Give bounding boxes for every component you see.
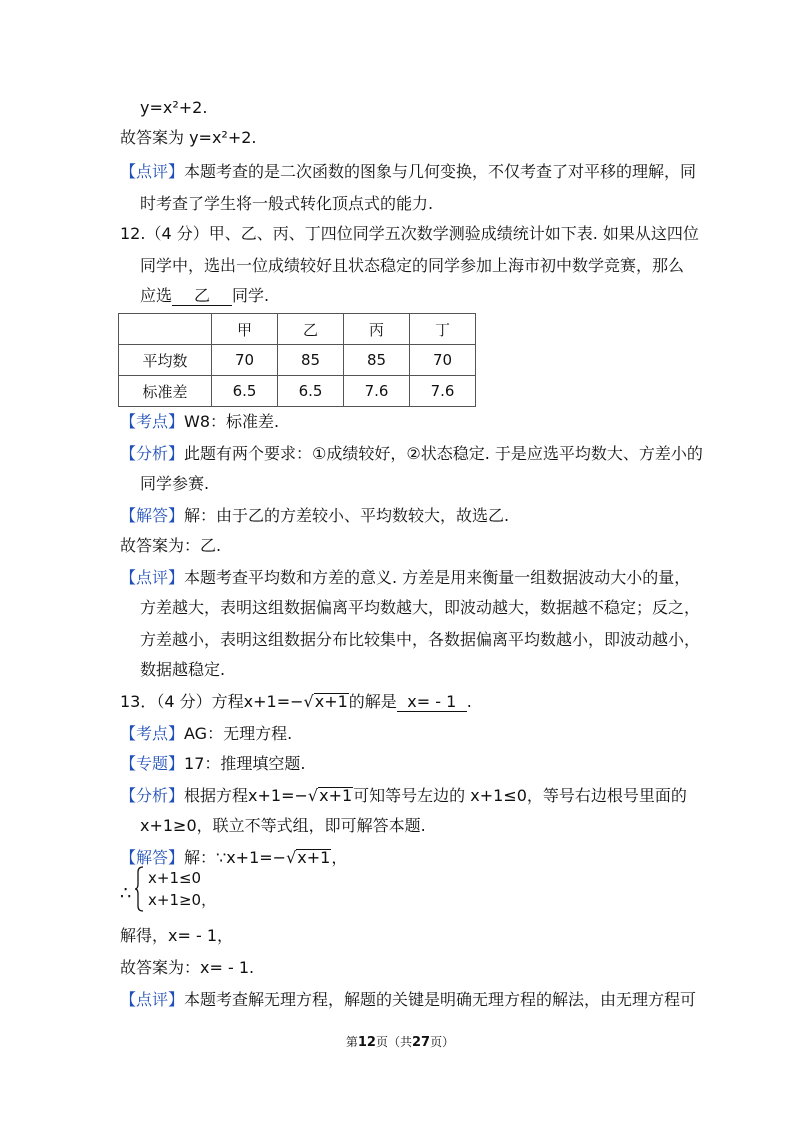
- answer-line: 故答案为：x= - 1.: [120, 958, 255, 977]
- radicand: x+1: [319, 786, 353, 805]
- text: 页）: [430, 1035, 455, 1049]
- text: 本题考查平均数和方差的意义. 方差是用来衡量一组数据波动大小的量，: [184, 568, 691, 587]
- answer-line: 故答案为：乙.: [120, 536, 222, 555]
- table-cell: 85: [344, 345, 410, 376]
- section-tag: 【解答】: [120, 506, 185, 525]
- section-tag: 【专题】: [120, 754, 185, 773]
- section-tag: 【点评】: [120, 990, 185, 1009]
- jieda-line: [120, 846, 347, 870]
- text: 13．（4 分）方程: [120, 692, 244, 711]
- text-line: 解得，x= - 1，: [120, 926, 234, 945]
- section-tag: 【考点】: [120, 724, 185, 743]
- text: ，: [201, 891, 217, 909]
- sqrt-icon: √x+1: [303, 692, 348, 711]
- question-12-line-2: 同学中，选出一位成绩较好且状态稳定的同学参加上海市初中数学竞赛，那么: [140, 256, 685, 275]
- sqrt-icon: √x+1: [286, 848, 331, 867]
- table-cell: 7.6: [344, 376, 410, 407]
- question-12-line-1: 12.（4 分）甲、乙、丙、丁四位同学五次数学测验成绩统计如下表. 如果从这四位: [120, 224, 699, 243]
- text: 第: [345, 1035, 358, 1049]
- text: 同学.: [232, 286, 270, 305]
- table-row: [119, 376, 476, 407]
- kaodian-line: [120, 722, 292, 746]
- radicand: x+1: [314, 692, 348, 711]
- fenxi-line: [120, 442, 703, 466]
- text-line: 时考查了学生将一般式转化顶点式的能力.: [140, 194, 434, 213]
- table-cell: 6.5: [278, 376, 344, 407]
- table-cell: 标准差: [119, 376, 212, 407]
- text-line: x+1≥0，联立不等式组，即可解答本题.: [140, 816, 426, 835]
- table-cell: 6.5: [212, 376, 278, 407]
- sqrt-icon: √x+1: [307, 786, 353, 805]
- text-line: 方差越大，表明这组数据偏离平均数越大，即波动越大，数据越不稳定；反之，: [140, 598, 701, 617]
- jieda-line: [120, 504, 509, 528]
- answer-blank: 乙: [172, 287, 232, 306]
- table-cell: 甲: [212, 314, 278, 345]
- equation: x+1=−: [226, 848, 287, 867]
- answer-blank: x= - 1: [397, 693, 467, 712]
- section-tag: 【分析】: [120, 444, 185, 463]
- text-line: 方差越小，表明这组数据分布比较集中，各数据偏离平均数越小，即波动越小，: [140, 630, 701, 649]
- inequality-2: [148, 890, 216, 910]
- table-cell: 85: [278, 345, 344, 376]
- inequality-1: x+1≤0: [148, 869, 202, 887]
- text: 根据方程: [184, 786, 249, 805]
- equation: x+1=−: [248, 786, 308, 805]
- text-line: 数据越稳定.: [140, 660, 226, 679]
- question-12-line-3: [140, 284, 269, 308]
- table-cell: 乙: [278, 314, 344, 345]
- page-number: 12: [357, 1035, 376, 1050]
- radicand: x+1: [297, 848, 331, 867]
- dianping-line: [120, 988, 696, 1012]
- text: 此题有两个要求：①成绩较好，②状态稳定. 于是应选平均数大、方差小的: [184, 444, 703, 463]
- zhuanti-line: [120, 752, 305, 776]
- comment-line: [120, 160, 696, 184]
- table-cell: 7.6: [410, 376, 476, 407]
- table-cell: 70: [410, 345, 476, 376]
- table-cell: [119, 314, 212, 345]
- text-line: y=x²+2.: [140, 98, 208, 117]
- text: 的解是: [348, 692, 397, 711]
- dianping-line: [120, 566, 690, 590]
- therefore-symbol: ∴: [120, 883, 132, 904]
- text: 17：推理填空题.: [184, 754, 306, 773]
- table-cell: 70: [212, 345, 278, 376]
- page-footer: [0, 1033, 800, 1050]
- text-line: 同学参赛.: [140, 474, 210, 493]
- text: 解：由于乙的方差较小、平均数较大，故选乙.: [184, 506, 510, 525]
- text: 本题考查解无理方程，解题的关键是明确无理方程的解法，由无理方程可: [184, 990, 697, 1009]
- text: 应选: [140, 286, 173, 305]
- section-tag: 【点评】: [120, 568, 185, 587]
- kaodian-line: [120, 410, 279, 434]
- section-tag: 【点评】: [120, 162, 185, 181]
- text: x+1≥0: [148, 891, 202, 909]
- fenxi-line: [120, 784, 687, 808]
- section-tag: 【分析】: [120, 786, 185, 805]
- brace-icon: [134, 866, 144, 912]
- text: W8：标准差.: [184, 412, 280, 431]
- table-header-row: [119, 314, 476, 345]
- table-row: [119, 345, 476, 376]
- equation: x+1=−: [243, 692, 304, 711]
- table-cell: 平均数: [119, 345, 212, 376]
- table-cell: 丁: [410, 314, 476, 345]
- text: .: [466, 692, 472, 711]
- text: AG：无理方程.: [184, 724, 293, 743]
- text: 可知等号左边的 x+1≤0，等号右边根号里面的: [353, 786, 687, 805]
- question-13-line: [120, 690, 472, 714]
- text: 页（共: [375, 1035, 412, 1049]
- text: 解：∵: [184, 848, 227, 867]
- page-total: 27: [412, 1035, 431, 1050]
- text: ，: [331, 848, 348, 867]
- section-tag: 【解答】: [120, 848, 185, 867]
- text-line: 故答案为 y=x²+2.: [120, 128, 257, 147]
- text: 本题考查的是二次函数的图象与几何变换，不仅考查了对平移的理解，同: [184, 162, 697, 181]
- section-tag: 【考点】: [120, 412, 185, 431]
- score-table: [118, 313, 476, 407]
- table-cell: 丙: [344, 314, 410, 345]
